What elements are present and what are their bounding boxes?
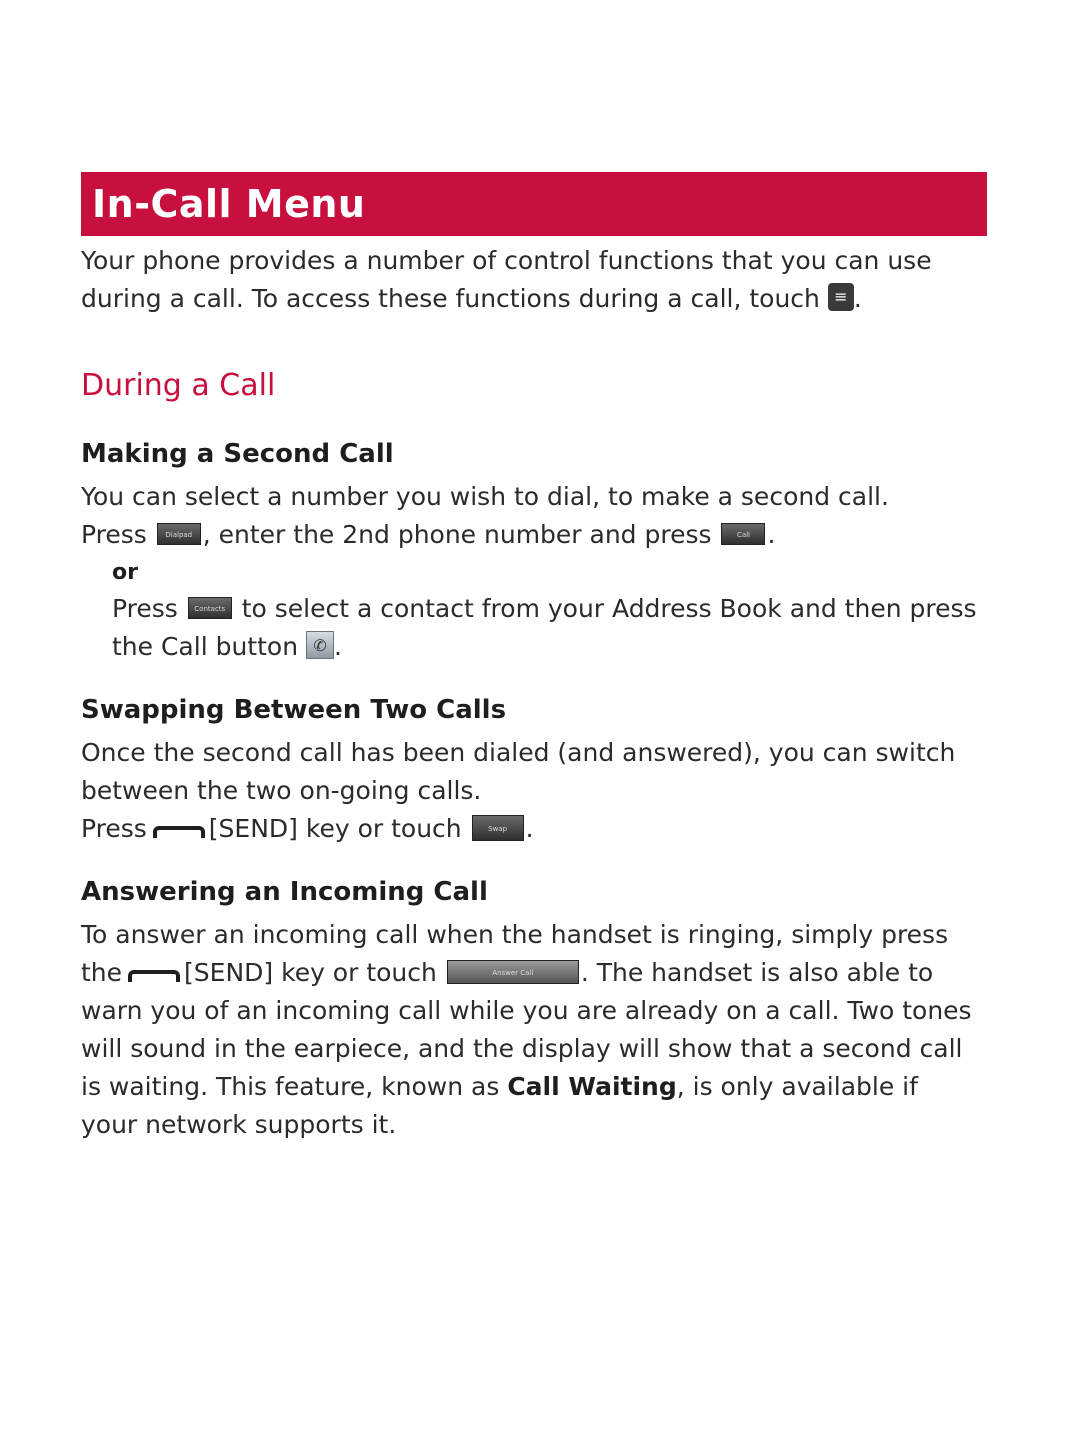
press-dialpad-end: . <box>767 520 776 549</box>
answering-text-2: . The handset is also able to warn you of an incoming call while you are already on a call. Two tones will sound in the earpiece, and the display will show that a second call is waiting. This feature, known as <box>81 958 972 1101</box>
answer-call-button-icon: Answer Call <box>447 960 579 984</box>
swap-end: . <box>525 814 534 843</box>
topic-heading-swapping: Swapping Between Two Calls <box>81 695 507 725</box>
phone-icon: ✆ <box>306 631 334 659</box>
subsection-title: During a Call <box>81 368 276 403</box>
swapping-line: Once the second call has been dialed (and answered), you can switch between the two on-going calls. <box>81 738 956 805</box>
press-dialpad-text: , enter the 2nd phone number and press <box>202 520 712 549</box>
press-label: Press <box>81 814 147 843</box>
intro-end: . <box>853 284 862 313</box>
swapping-press <box>81 810 981 848</box>
call-waiting-term: Call Waiting <box>507 1072 677 1101</box>
answering-text-3: , is only available if your network supports it. <box>81 1072 918 1139</box>
answering-send-text: [SEND] key or touch <box>184 958 437 987</box>
page-title: In-Call Menu <box>92 182 366 226</box>
second-call-line: You can select a number you wish to dial, to make a second call. <box>81 482 889 511</box>
second-call-press-dialpad <box>81 516 981 554</box>
press-contacts-end: . <box>334 632 342 661</box>
intro-paragraph <box>81 242 981 318</box>
intro-text: Your phone provides a number of control functions that you can use during a call. To access these functions during a call, touch <box>81 246 932 313</box>
or-label: or <box>112 560 138 585</box>
topic-heading-second-call: Making a Second Call <box>81 439 394 469</box>
send-key-icon <box>128 970 180 982</box>
answering-paragraph <box>81 916 981 1144</box>
call-button-icon: Call <box>721 523 765 545</box>
section-header-bar <box>81 172 987 236</box>
answering-text-1: To answer an incoming call when the handset is ringing, simply press the <box>81 920 949 987</box>
topic-heading-answering: Answering an Incoming Call <box>81 877 488 907</box>
press-label: Press <box>112 594 178 623</box>
press-contacts-text: to select a contact from your Address Book and then press the Call button <box>112 594 977 661</box>
contacts-button-icon: Contacts <box>188 597 232 619</box>
menu-icon: ≡ <box>828 283 854 311</box>
dialpad-button-icon: Dialpad <box>157 523 201 545</box>
swap-button-icon: Swap <box>472 815 524 841</box>
swap-send-text: [SEND] key or touch <box>208 814 462 843</box>
second-call-press-contacts <box>112 590 981 666</box>
press-label: Press <box>81 520 147 549</box>
page-content <box>81 238 981 1144</box>
send-key-icon <box>153 826 205 838</box>
